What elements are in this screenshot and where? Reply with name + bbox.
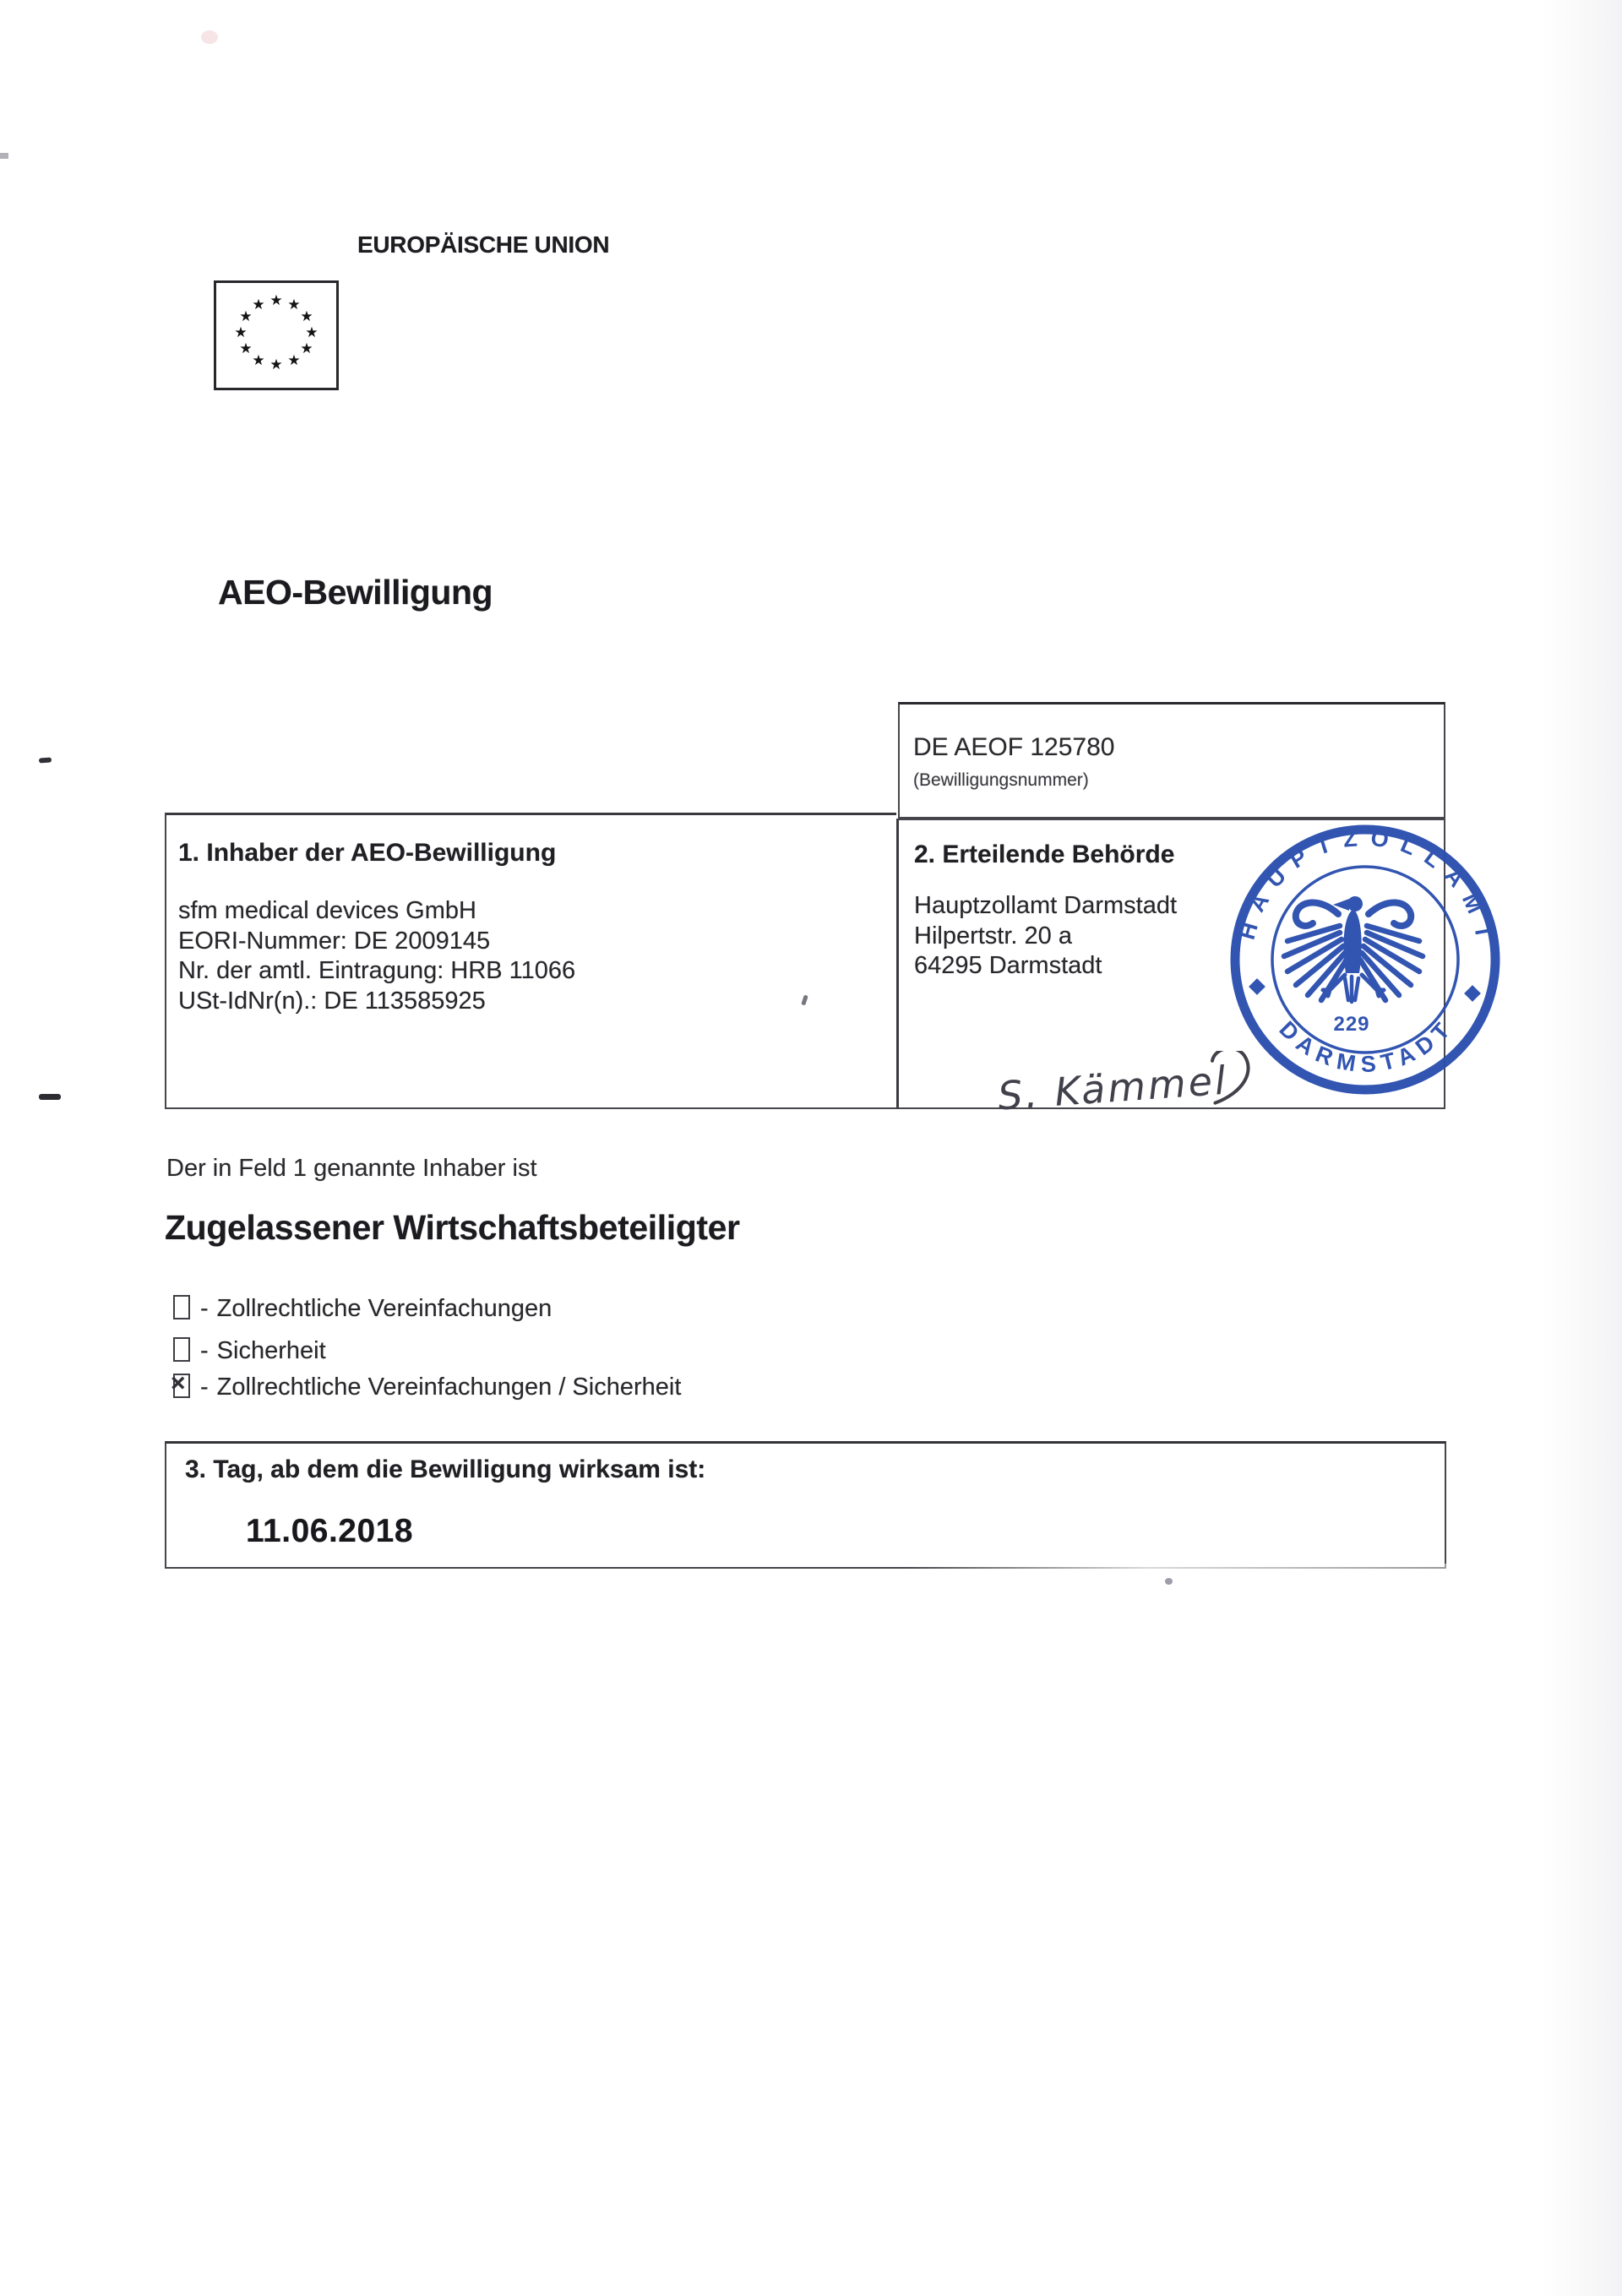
holder-box-title: 1. Inhaber der AEO-Bewilligung: [178, 839, 557, 867]
aeo-type-option: - Zollrechtliche Vereinfachungen: [173, 1295, 552, 1329]
issuing-authority-title: 2. Erteilende Behörde: [914, 841, 1175, 868]
eu-star-icon: ★: [252, 352, 265, 368]
page-title: AEO-Bewilligung: [218, 573, 493, 612]
authority-name: Hauptzollamt Darmstadt: [914, 892, 1178, 919]
scan-artifact-smudge: [201, 30, 218, 44]
eu-star-icon: ★: [239, 340, 253, 356]
eu-star-icon: ★: [234, 324, 248, 340]
signature: [988, 1051, 1293, 1132]
holder-company-name: sfm medical devices GmbH: [178, 897, 476, 924]
authorization-number-box: [898, 702, 1445, 819]
signature-text: S. Kämmel: [996, 1057, 1230, 1119]
stamp-bottom-text: DARMSTADT: [1274, 1013, 1460, 1078]
scan-artifact-dash: [39, 757, 52, 763]
eu-star-icon: ★: [305, 324, 318, 340]
scan-artifact-dash: [39, 1094, 61, 1100]
scan-artifact-dash: [0, 153, 8, 159]
stamp-office-number: 229: [1333, 1013, 1370, 1036]
effective-date-title: 3. Tag, ab dem die Bewilligung wirksam ist:: [185, 1455, 706, 1483]
eu-star-icon: ★: [300, 340, 313, 356]
checkbox-icon: [173, 1337, 190, 1362]
x-mark-icon: ×: [171, 1369, 186, 1397]
aeo-type-option: × - Zollrechtliche Vereinfachungen / Sicherheit: [171, 1369, 682, 1401]
authorization-number: DE AEOF 125780: [913, 733, 1115, 761]
eu-star-icon: ★: [300, 308, 313, 324]
holder-eori-number: EORI-Nummer: DE 2009145: [178, 927, 491, 955]
checkbox-icon: [171, 1369, 190, 1398]
eu-star-icon: ★: [239, 308, 253, 324]
authorization-number-caption: (Bewilligungsnummer): [913, 770, 1089, 790]
eu-star-icon: ★: [287, 352, 301, 368]
holder-intro: Der in Feld 1 genannte Inhaber ist: [166, 1155, 537, 1182]
holder-status: Zugelassener Wirtschaftsbeteiligter: [165, 1208, 740, 1247]
effective-date-box: [165, 1441, 1446, 1569]
holder-vat-number: USt-IdNr(n).: DE 113585925: [178, 987, 486, 1015]
stamp-top-text: HAUPTZOLLAMT: [1233, 824, 1500, 953]
authority-street: Hilpertstr. 20 a: [914, 922, 1072, 949]
holder-registration-number: Nr. der amtl. Eintragung: HRB 11066: [178, 957, 576, 984]
eu-star-icon: ★: [252, 297, 265, 313]
aeo-type-option: - Sicherheit: [173, 1337, 326, 1371]
eu-star-icon: ★: [287, 297, 301, 313]
union-label: EUROPÄISCHE UNION: [357, 231, 610, 258]
authority-city: 64295 Darmstadt: [914, 952, 1102, 979]
eu-flag: [214, 280, 339, 390]
holder-box: [165, 813, 896, 1109]
option-label: Zollrechtliche Vereinfachungen / Sicherheit: [216, 1374, 682, 1401]
stamp-diamond-icon: [1249, 978, 1265, 995]
scan-artifact-dot: [1165, 1578, 1173, 1585]
checkbox-icon: [173, 1295, 190, 1319]
option-label: Zollrechtliche Vereinfachungen: [216, 1295, 552, 1322]
option-label: Sicherheit: [216, 1337, 326, 1364]
eu-star-icon: ★: [269, 292, 283, 308]
effective-date-value: 11.06.2018: [246, 1513, 414, 1549]
stamp-diamond-icon: [1464, 985, 1481, 1002]
eu-star-icon: ★: [269, 356, 283, 373]
scan-fade: [906, 1564, 1446, 1570]
